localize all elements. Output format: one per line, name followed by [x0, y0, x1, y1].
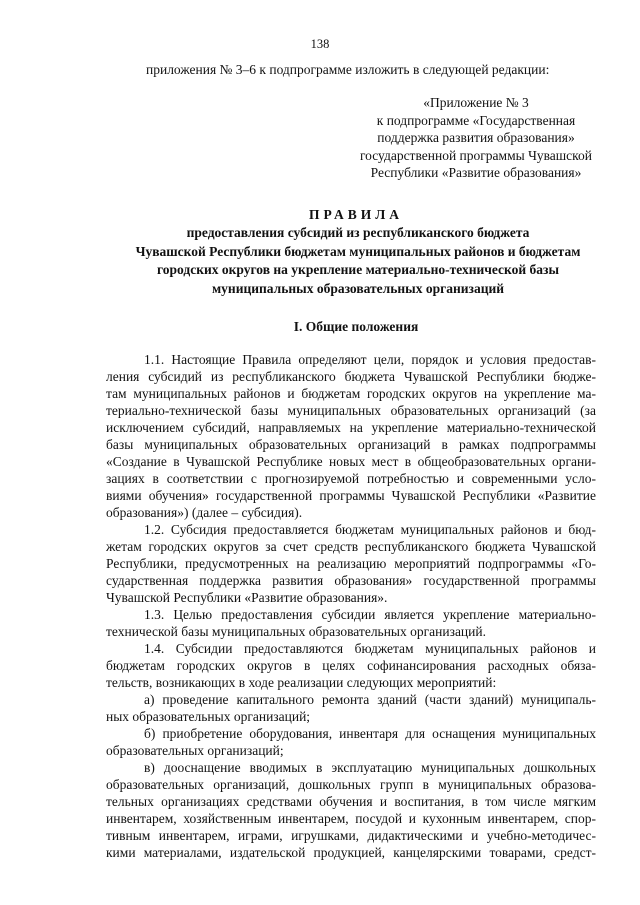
body-line: виями обучения» государственной программы Чувашской Республики «Развитие: [106, 488, 596, 503]
subtitle-line: муниципальных образовательных организаций: [211, 280, 505, 296]
subtitle-line: предоставления субсидий из республиканского бюджета: [186, 225, 530, 240]
body-line: кими материалами, издательской продукцией, канцелярскими товарами, средст-: [106, 845, 596, 860]
body-line: «Создание в Чувашской Республике новых мест в общеобразовательных органи-: [106, 454, 596, 469]
body-line: инвентарем, хозяйственным инвентарем, посудой и кухонным инвентарем, спор-: [106, 811, 596, 826]
body-line: зациях в соответствии с прогнозируемой потребностью и современными усло-: [106, 471, 596, 486]
section-heading: I. Общие положения: [293, 319, 419, 334]
body-line: б) приобретение оборудования, инвентаря для оснащения муниципальных: [144, 726, 596, 741]
body-line: базы муниципальных образовательных организаций в рамках подпрограммы: [106, 437, 596, 452]
appendix-line: Республики «Развитие образования»: [370, 165, 582, 180]
body-line: Чувашской Республики «Развитие образования».: [106, 590, 388, 605]
body-line: образования») (далее – субсидия).: [106, 505, 303, 520]
body-line: тельных организациях средствами обучения и воспитания, в том числе мягким: [106, 794, 596, 809]
appendix-line: поддержка развития образования»: [377, 130, 575, 145]
body-line: 1.3. Целью предоставления субсидии является укрепление материально-: [144, 607, 596, 622]
appendix-line: к подпрограмме «Государственная: [376, 112, 576, 128]
appendix-header: [352, 94, 600, 182]
body-line: 1.1. Настоящие Правила определяют цели, порядок и условия предостав-: [144, 352, 596, 367]
document-title: ПРАВИЛА: [308, 207, 404, 222]
body-line: 1.4. Субсидии предоставляются бюджетам муниципальных районов и: [144, 641, 596, 656]
appendix-line: «Приложение № 3: [423, 95, 529, 110]
body-line: исключением субсидий, направляемых на укрепление материально-технической: [106, 420, 596, 435]
body-line: 1.2. Субсидия предоставляется бюджетам муниципальных районов и бюд-: [144, 522, 596, 537]
body-text: [106, 351, 596, 861]
body-line: технической базы муниципальных образовательных организаций.: [106, 624, 486, 639]
body-line: ных образовательных организаций;: [106, 709, 311, 724]
body-line: бюджетам городских округов в целях софинансирования расходных обяза-: [106, 658, 596, 673]
body-line: а) проведение капитального ремонта зданий (части зданий) муниципаль-: [144, 692, 596, 707]
body-line: Республики, предусмотренных на реализацию мероприятий подпрограммы «Го-: [106, 556, 596, 571]
body-line: териально-технической базы муниципальных образовательных организаций (за: [106, 403, 596, 418]
page-number: 138: [310, 37, 330, 51]
body-line: в) дооснащение вводимых в эксплуатацию муниципальных дошкольных: [144, 760, 596, 775]
body-line: тивным инвентарем, играми, игрушками, дидактическими и учебно-методичес-: [106, 828, 596, 843]
body-line: образовательных организаций;: [106, 743, 284, 758]
document-subtitle: [106, 224, 610, 298]
subtitle-line: городских округов на укрепление материально-технической базы: [156, 262, 559, 277]
body-line: жетам городских округов за счет средств республиканского бюджета Чувашской: [106, 539, 596, 554]
subtitle-line: Чувашской Республики бюджетам муниципальных районов и бюджетам: [135, 243, 581, 259]
body-line: образовательных организаций, дошкольных групп в муниципальных образова-: [106, 777, 596, 792]
body-line: ления субсидий из республиканского бюджета Чувашской Республики бюдже-: [106, 369, 596, 384]
body-line: там муниципальных районов и бюджетам городских округов на укрепление ма-: [106, 386, 596, 401]
intro-line: приложения № 3–6 к подпрограмме изложить в следующей редакции:: [146, 62, 550, 77]
body-line: сударственная поддержка развития образования» государственной программы: [106, 573, 596, 588]
appendix-line: государственной программы Чувашской: [359, 147, 593, 163]
body-line: тельств, возникающих в ходе реализации следующих мероприятий:: [106, 675, 497, 690]
